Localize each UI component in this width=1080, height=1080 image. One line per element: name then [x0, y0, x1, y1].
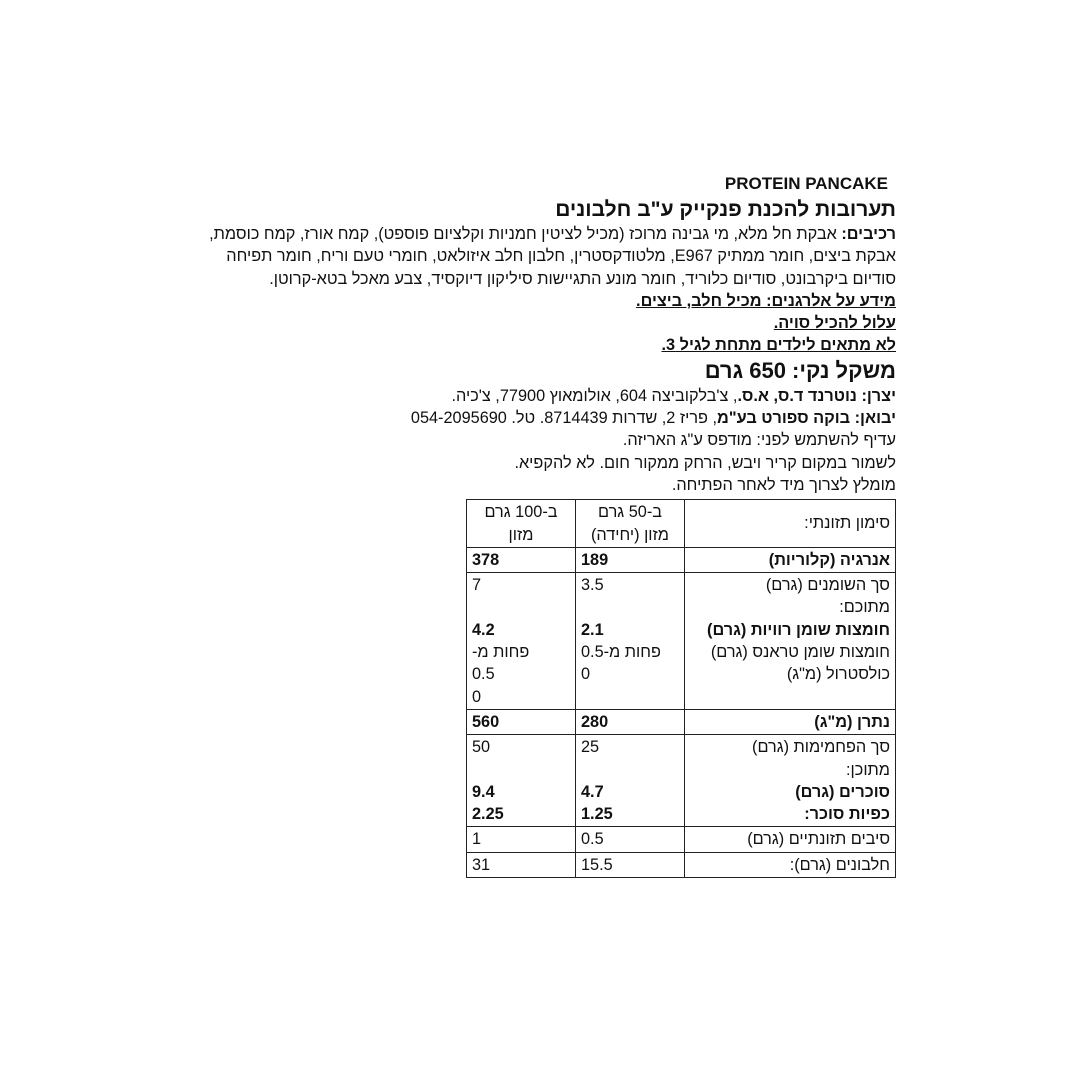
allergens-line-1: מידע על אלרגנים: מכיל חלב, ביצים. [636, 291, 896, 310]
sugars-per-50: 4.7 [581, 782, 604, 801]
fat-spacer-50 [581, 596, 679, 618]
fat-total-per-50: 3.5 [581, 576, 604, 595]
trans-fat-per-100-b: 0.5 [472, 665, 495, 684]
sugar-teaspoons-name: כפיות סוכר: [804, 805, 890, 824]
allergens-line-3: לא מתאים לילדים מתחת לגיל 3. [661, 336, 896, 355]
manufacturer-line [180, 385, 896, 407]
fat-per-50-cell [576, 573, 685, 710]
nutrition-row-fat [467, 573, 896, 710]
sodium-per-50: 280 [576, 709, 685, 734]
carbs-spacer-100 [472, 759, 570, 781]
saturated-fat-per-100: 4.2 [472, 620, 495, 639]
carbs-per-50-cell [576, 735, 685, 827]
trans-fat-name: חומצות שומן טראנס (גרם) [710, 643, 890, 662]
carbs-spacer-50 [581, 759, 679, 781]
nutrition-header-name: סימון תזונתי: [685, 500, 896, 548]
cholesterol-name: כולסטרול (מ"ג) [786, 665, 890, 684]
carbs-total-per-100: 50 [472, 738, 491, 757]
saturated-fat-per-50: 2.1 [581, 620, 604, 639]
product-title-english: PROTEIN PANCAKE [724, 174, 888, 193]
cholesterol-per-50: 0 [581, 665, 591, 684]
trans-fat-per-100-a: פחות מ- [472, 643, 530, 662]
sodium-name: נתרן (מ"ג) [685, 709, 896, 734]
fat-per-100-cell [467, 573, 576, 710]
fiber-name: סיבים תזונתיים (גרם) [685, 827, 896, 852]
header-per-50-line-2: מזון (יחידה) [591, 525, 669, 544]
nutrition-header-row [467, 500, 896, 548]
nutrition-table [466, 499, 896, 878]
nutrition-row-carbs [467, 735, 896, 827]
fat-spacer-100 [472, 596, 570, 618]
importer-name: בוקה ספורט בע"מ [717, 409, 855, 428]
fat-names-cell [685, 573, 896, 710]
fiber-per-50: 0.5 [576, 827, 685, 852]
ingredients-paragraph [180, 223, 896, 290]
protein-name: חלבונים (גרם): [685, 852, 896, 877]
protein-per-50: 15.5 [576, 852, 685, 877]
allergens-line-2: עלול להכיל סויה. [773, 314, 896, 333]
protein-per-100: 31 [467, 852, 576, 877]
nutrition-header-per-50 [576, 500, 685, 548]
importer-address: , פריז 2, שדרות 8714439. טל. 054-2095690 [410, 409, 718, 428]
nutrition-row-sodium [467, 709, 896, 734]
header-per-100-line-2: מזון [508, 525, 534, 544]
ingredients-label: רכיבים: [841, 225, 896, 243]
storage-note: לשמור במקום קריר ויבש, הרחק ממקור חום. לא להקפיא. [514, 453, 896, 472]
header-per-50-line-1: ב-50 גרם [598, 503, 662, 522]
importer-line [180, 407, 896, 429]
sugar-teaspoons-per-50: 1.25 [581, 805, 613, 824]
carbs-names-cell [685, 735, 896, 827]
after-opening-note: מומלץ לצרוך מיד לאחר הפתיחה. [671, 475, 896, 494]
fiber-per-100: 1 [467, 827, 576, 852]
nutrition-header-per-100 [467, 500, 576, 548]
energy-per-100: 378 [467, 547, 576, 572]
nutrition-row-energy [467, 547, 896, 572]
saturated-fat-name: חומצות שומן רוויות (גרם) [707, 620, 890, 639]
nutrition-row-fiber [467, 827, 896, 852]
nutrition-row-protein [467, 852, 896, 877]
product-label [180, 172, 896, 878]
manufacturer-name: נוטרנד ד.ס, א.ס. [737, 386, 862, 405]
carbs-per-100-cell [467, 735, 576, 827]
carbs-total-name: סך הפחמימות (גרם) [752, 738, 890, 757]
manufacturer-label: יצרן: [861, 386, 896, 405]
net-weight: משקל נקי: 650 גרם [704, 357, 896, 383]
carbs-total-per-50: 25 [581, 738, 600, 757]
header-per-100-line-1: ב-100 גרם [484, 503, 558, 522]
cholesterol-per-100: 0 [472, 687, 482, 706]
product-title-hebrew: תערובות להכנת פנקייק ע"ב חלבונים [555, 198, 896, 221]
sugars-name: סוכרים (גרם) [795, 782, 890, 801]
ingredients-text: אבקת חל מלא, מי גבינה מרוכז (מכיל לציטין חמניות וקלציום פוספט), קמח אורז, קמח כוסמת, אבקת ביצים, חומר ממתיק E967, מלטודקסטרין, חלבון חלב איזולאט, חומרי טעם וריח, חומר תפיחה סודיום ביקרבונט, סודיום כלוריד, חומר מונע התגיישות סיליקון דיוקסיד, צבע מאכל בטא-קרוטן. [209, 225, 896, 288]
trans-fat-per-50: פחות מ-0.5 [581, 643, 661, 662]
fat-of-which: מתוכם: [839, 598, 890, 617]
importer-label: יבואן: [854, 409, 896, 428]
carbs-of-which: מתוכן: [846, 760, 890, 779]
sugars-per-100: 9.4 [472, 782, 495, 801]
fat-total-name: סך השומנים (גרם) [765, 576, 890, 595]
best-before-note: עדיף להשתמש לפני: מודפס ע"ג האריזה. [622, 431, 896, 450]
sugar-teaspoons-per-100: 2.25 [472, 805, 504, 824]
energy-name: אנרגיה (קלוריות) [685, 547, 896, 572]
sodium-per-100: 560 [467, 709, 576, 734]
fat-total-per-100: 7 [472, 576, 482, 595]
manufacturer-address: , צ'בלקוביצה 604, אולומאוץ 77900, צ'כיה. [451, 386, 738, 405]
energy-per-50: 189 [576, 547, 685, 572]
